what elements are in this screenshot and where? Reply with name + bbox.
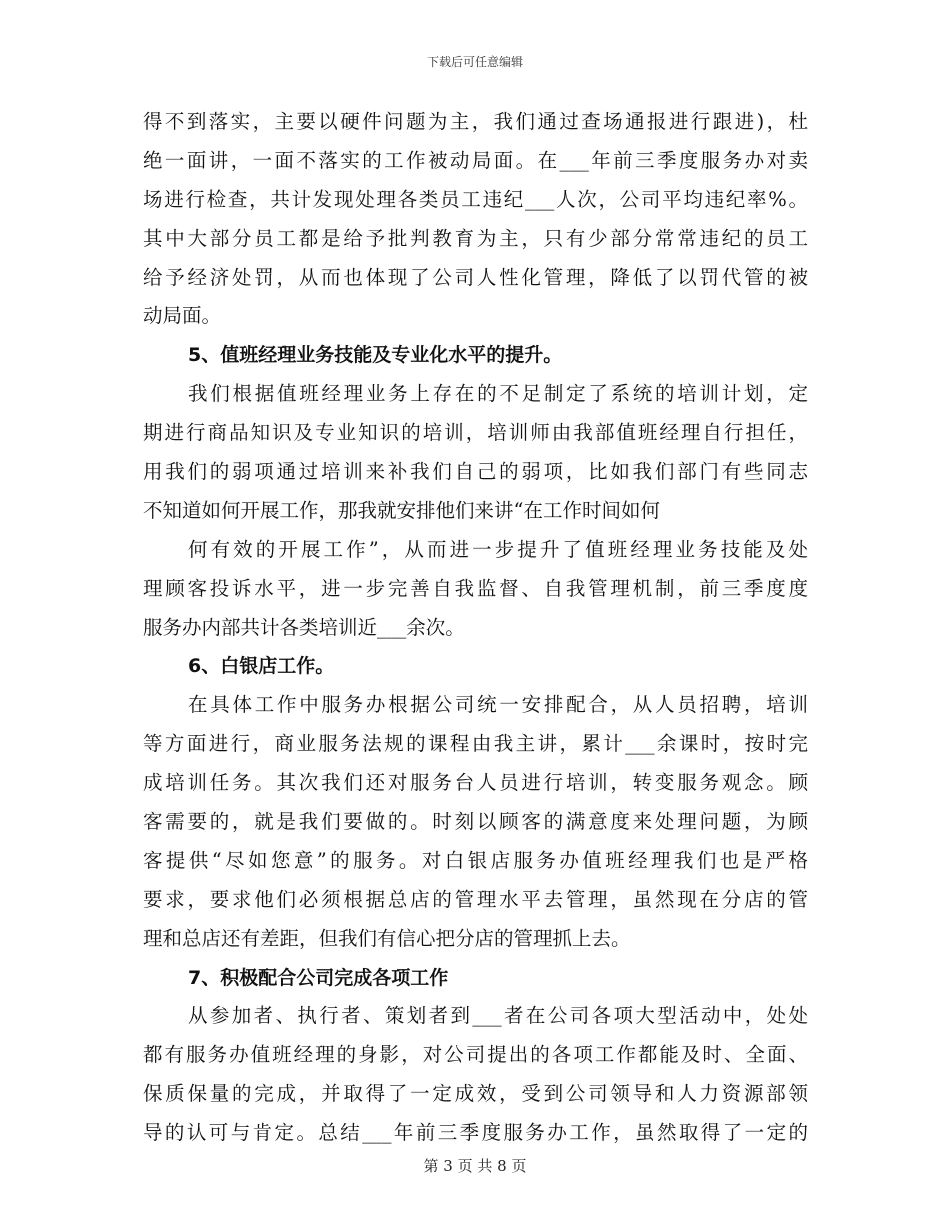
page-footer: 第 3 页 共 8 页 — [423, 1157, 527, 1175]
text-line: 导的认可与肯定。总结___年前三季度服务办工作，虽然取得了一定的 — [143, 1121, 808, 1145]
section-heading: 7、积极配合公司完成各项工作 — [188, 966, 449, 989]
text-line: 客需要的，就是我们要做的。时刻以顾客的满意度来处理问题，为顾 — [143, 810, 808, 834]
text-line: 从参加者、执行者、策划者到___者在公司各项大型活动中，处处 — [188, 1004, 808, 1028]
text-line: 我们根据值班经理业务上存在的不足制定了系统的培训计划，定 — [188, 382, 808, 406]
text-line: 理和总店还有差距，但我们有信心把分店的管理抓上去。 — [143, 926, 631, 950]
text-line: 客提供“尽如您意”的服务。对白银店服务办值班经理我们也是严格 — [143, 848, 808, 872]
text-line: 场进行检查，共计发现处理各类员工违纪___人次，公司平均违纪率%。 — [143, 187, 808, 211]
document-body — [143, 103, 808, 1153]
text-line: 其中大部分员工都是给予批判教育为主，只有少部分常常违纪的员工 — [143, 226, 808, 250]
text-line: 在具体工作中服务办根据公司统一安排配合，从人员招聘，培训 — [188, 693, 808, 717]
text-line: 给予经济处罚，从而也体现了公司人性化管理，降低了以罚代管的被 — [143, 265, 808, 289]
text-line: 绝一面讲，一面不落实的工作被动局面。在___年前三季度服务办对卖 — [143, 148, 808, 172]
text-line: 得不到落实，主要以硬件问题为主，我们通过查场通报进行跟进)，杜 — [143, 110, 808, 133]
text-line: 都有服务办值班经理的身影，对公司提出的各项工作都能及时、全面、 — [143, 1043, 808, 1067]
text-line: 保质保量的完成，并取得了一定成效，受到公司领导和人力资源部领 — [143, 1082, 808, 1106]
section-heading: 5、值班经理业务技能及专业化水平的提升。 — [188, 344, 563, 367]
text-line: 要求，要求他们必须根据总店的管理水平去管理，虽然现在分店的管 — [143, 887, 808, 911]
text-line: 动局面。 — [143, 304, 222, 328]
text-line: 等方面进行，商业服务法规的课程由我主讲，累计___余课时，按时完 — [143, 732, 808, 756]
page-header: 下载后可任意编辑 — [426, 55, 523, 69]
text-line: 成培训任务。其次我们还对服务台人员进行培训，转变服务观念。顾 — [143, 771, 808, 795]
text-line: 用我们的弱项通过培训来补我们自己的弱项，比如我们部门有些同志 — [143, 460, 808, 484]
section-heading: 6、白银店工作。 — [188, 655, 335, 678]
text-line: 期进行商品知识及专业知识的培训，培训师由我部值班经理自行担任， — [143, 421, 808, 445]
text-line: 何有效的开展工作”，从而进一步提升了值班经理业务技能及处 — [188, 537, 808, 561]
text-line: 理顾客投诉水平，进一步完善自我监督、自我管理机制，前三季度度 — [143, 576, 808, 600]
text-line: 服务办内部共计各类培训近___余次。 — [143, 615, 465, 639]
text-line: 不知道如何开展工作，那我就安排他们来讲“在工作时间如何 — [143, 498, 660, 522]
